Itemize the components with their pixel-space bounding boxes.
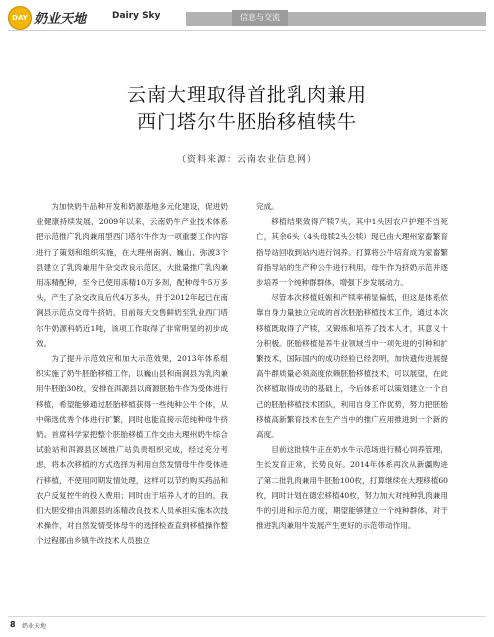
- page-number: 8: [10, 620, 16, 629]
- footer-divider: [8, 616, 486, 617]
- brand-name: 奶业天地: [34, 12, 87, 27]
- paragraph: 移植结果致得产犊7头，其中1头因农户护理不当死亡，其余6头（4头母犊2头公犊）现已由大理州家畜繁育指导站回收到站内进行饲养。打算将公牛培育成为家畜繁育指导站的生产种公牛进行利用，母牛作为挤奶示范并逐步培养一个纯种群群体，增强下步发展动力。: [256, 217, 448, 288]
- article-source: （资料来源：云南农业信息网）: [176, 155, 317, 165]
- logo-icon: DAY: [8, 6, 32, 30]
- article-title-line-2: 西门塔尔牛胚胎移植犊牛: [136, 111, 357, 133]
- left-column: [36, 199, 228, 549]
- section-label: 信息与交流: [232, 10, 288, 26]
- footer-magazine-name: 奶业天地: [22, 623, 47, 630]
- section-bar: [186, 12, 486, 26]
- article-title-line-1: 云南大理取得首批乳肉兼用: [126, 84, 367, 106]
- page-header: [0, 0, 494, 30]
- paragraph: 完成。: [256, 202, 279, 211]
- paragraph: 为了提升示范效应和加大示范效果，2013年体系组织实施了奶牛胚胎移植工作，以巍山县和南涧县为乳肉兼用牛胚胎30枚，安排在洱源县以商源胚胎牛作为受体进行移植，希望能够通过胚胎移植获得一些纯种公牛个体，从中筛选优秀个体进行扩繁，同时也能直接示范纯种母牛挤奶。首席科学家把整个胚胎移植工作交由大理州奶牛综合试验站和洱源县区域推广站负责组织完成，经过充分考虑，将本次移植的方式选择为利用自然发情母牛作受体进行移植，不使用同期发情处理，这样可以节约购买药品和农户反复控牛的投入费用；同时由于培养人才的目的，我们大胆安排由洱源县的冻精改良技术人员承担实施本次技术操作，对自然发情受体母牛的选择检查直到移植操作整个过程都由乡镇牛改技术人员独立: [36, 354, 228, 546]
- paragraph: 为加快奶牛品种开发和奶源基地多元化建设，促进奶业健康持续发展，2009年以来，云南奶牛产业技术体系把示范推广乳肉兼用型西门塔尔牛作为一项重要工作内容进行了策划和组织实施，在大理州南涧、巍山、弥渡3个县建立了乳肉兼用牛杂交改良示范区，大批量推广乳肉兼用冻精配种，至今已使用冻精10万多剂，配种母牛5万多头，产生了杂交改良后代4万多头，并于2012年起已在南涧县示范点交母牛挤奶，目前每天交售鲜奶至乳业西门塔尔牛奶源科奶近1吨，该项工作取得了非常明显的初步成效。: [36, 202, 228, 348]
- paragraph: 目前这批犊牛正在奶水牛示范场进行精心饲养管理，生长发育正常，长势良好。2014年体系再次从新疆购进了第二批乳肉兼用牛胚胎100枚，打算继续在大理移植60枚，同时计划在德宏移植40枚，努力加大对纯种乳肉兼用牛的引进和示范力度，期望能够建立一个纯种群体，对于推进乳肉兼用牛发展产生更好的示范带动作用。: [256, 445, 448, 531]
- brand-name-english: Dairy Sky: [112, 11, 161, 21]
- header-divider: [8, 30, 486, 31]
- paragraph: 尽管本次移植妊娠和产犊率稍显偏低，但这是体系依靠自身力量独立完成的首次胚胎移植技术工作，通过本次移植既取得了产犊，又锻炼和培养了技术人才，其意义十分积极。胚胎移植是养牛业领域当中一项先进的引种和扩繁技术，国际国内的成功经验已经表明，加快遗传进展提高牛群质量必须高度依赖胚胎移植技术，可以展望，在此次移植取得成功的基础上，今后体系可以策划建立一个自己的胚胎移植技术团队，利用自身工作优势，努力把胚胎移植高新繁育技术在生产当中的推广应用推进到一个新的高度。: [256, 293, 448, 440]
- right-column: [256, 199, 448, 533]
